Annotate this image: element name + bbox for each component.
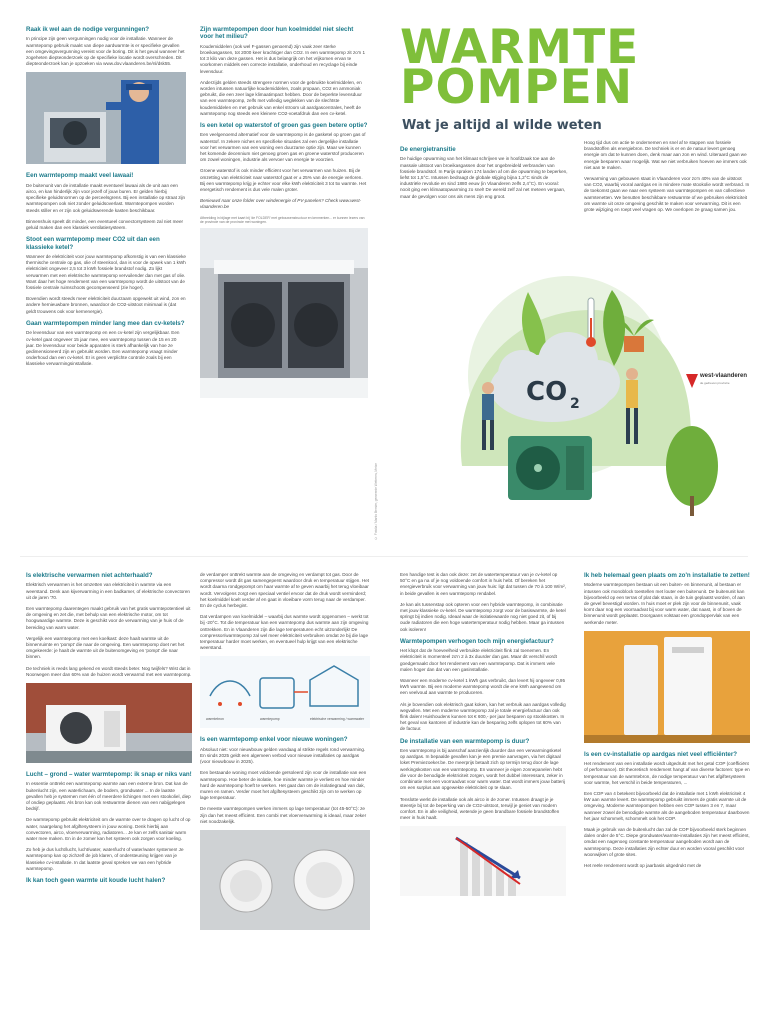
diagram-label: warmtebron [206, 717, 224, 722]
paragraph: In essentie onttrekt een warmtepomp warmte aan een externe bron. Dat kan de buitenlucht zijn, een waterlichaam, de bodem, grondwater ... In de laatste gevallen heb je systemen met één of meerdere lichingen met een stookoliel, diep of ondiep geplaatst. Als bron kan ook restwarmte dienen van een nabijgelegen bedrijf. [26, 781, 191, 812]
heatpump-diagram [200, 656, 370, 728]
logo-west-vlaanderen [686, 372, 750, 394]
thermometer-icon [586, 298, 596, 347]
paragraph: Hoog tijd dus om actie te ondernemen en snel af te stappen van fossiele brandstoffen als energiebron. De techniek is er en de natuur levert genoeg energie om dat te kunnen doen, denk maar aan zon en wind. Uiteraard gaan we energie besparen waar mogelijk. Wat we niet verbruiken hoeven we immers ook niet aan te maken. [584, 140, 747, 170]
photo-outdoor-unit [26, 683, 192, 763]
photo-heatpump-snow [200, 228, 368, 398]
paragraph: Tenslotte werkt de installatie ook als airco in de zomer. Intussen draagt je je steentje bij tot de beperking van de CO2-uitstoot, terwijl je geniet van modern comfort. En in alle veiligheid, wetende je geen brandbare fossiele brandstoffen meer in huis haalt. [400, 796, 560, 821]
paragraph: De levensduur van een warmtepomp en een cv-ketel zijn vergelijkbaar. Een cv-ketel gaat ongeveer 15 jaar mee, een warmtepomp tussen de 15 en 20 jaar. De levensduur voor beide apparaten is sterk afhankelijk van hoe ze gedimensioneerd zijn en gebruikt worden. Een warmtepomp vraagt minder onderhoud dan een cv-ketel. Er is geen verplichte controle zoals bij een klassieke verwarmingsinstallatie. [26, 330, 180, 367]
heat-pump-unit-icon [508, 436, 592, 500]
paragraph: Vergelijk een warmtepomp met een koelkast: deze haalt warmte uit de binnenruimte en 'pompt' die naar de omgeving. Een warmtepomp doet net het omgekeerde: je haalt de warmte uit de buitenomgeving en 'pompt' die naar binnen. [26, 635, 185, 660]
photo-declining-chart [400, 826, 566, 896]
heading-geen-plaats: Ik heb helemaal geen plaats om zo'n installatie te zetten! [584, 572, 750, 579]
paragraph: Moderne warmtepompen bestaan uit een buiten- en binnenunit, al bestaan er intussen ook monoblock toestellen met louter een buitenunit. De buitenunit kan bijvoorbeeld op een terras of plat dak staan, in de tuin geplaatst worden, of aan de gevel bevestigd worden. In huis moet er plek zijn voor de binnenunit, vaak komt daar nog een voorraadvat bij voor warm water, dat naast, in of boven de binnenunit wordt geplaatst. Doorgaans volstaat een grondoppervlak van een werkende meter. [584, 582, 745, 625]
paragraph: Als je bovendien ook elektrisch gaat koken, kan het verbruik aan aardgas volledig wegvallen. Met een moderne warmtepomp zal je totale energiefactuur dan ook flink dalen! Huishoudens kunnen tot € 600,- per jaar besparen op stookkosten. In het geval van kantoren of industrie kan de besparing zelfs oplopen tot 60% van de factuur. [400, 701, 566, 732]
photo-installer [26, 72, 186, 164]
paragraph: Zo heb je dus lucht/lucht, lucht/water, water/lucht of water/water systemen! Je warmtepomp kan op zichzelf de job klaren, of ondersteuning krijgen van je klassieke cv-installatie. In dat laatste geval spreken we van een hybride warmtepomp. [26, 847, 184, 871]
paragraph: Het rendement van een installatie wordt uitgedrukt met het getal COP (coëfficiënt of performance). Dit theoretisch rendement hangt af van diverse factoren: type en temperatuur van de warmtebron, de nodige temperatuur van het afgiftesysteem voor warmte, het verschil in beide temperaturen, ... [584, 761, 750, 785]
paragraph: Elektrisch verwarmen is het omzetten van elektriciteit in warmte via een weerstand. Denk aan kijverwarming in een badkamer, of elektrische convectoren uit de jaren '70. [26, 582, 190, 600]
paragraph: De buitenunit van de installatie maakt eventueel lawaai als de unit aan een airco, en kan hinderlijk zijn voor jezelf of jouw buren. Er gelden hierbij specifieke geluidsnormen op de perceelsgrens. Bij een installatie op straat zijn warmtepompen ook niet zonder geluidsoverlast. Warmtepompen worden steeds stiller en er zijn ook geluidswerende kasten beschikbaar. [26, 182, 186, 213]
logo-tagline: de gedreven provincie [700, 381, 730, 385]
heading-cv-efficienter: Is een cv-installatie op aardgas niet veel efficiënter? [584, 750, 738, 758]
subtitle: Wat je altijd al wilde weten [402, 118, 602, 133]
footnote: Afbeelding in bijlage met kaart bij 'de FOLDER' met gebouwenstructuur en kenmerken... er kunnen lezers van de provincie van de provincie met woningen. [200, 215, 365, 225]
paragraph: Dat verdampen van koelmiddel – waarbij dus warmte wordt opgenomen – werkt tot bij -20°C. Tot die temperatuur kan een warmtepomp dus warmte aan zijn omgeving onttrekken. En in Vlaanderen zijn die lage temperaturen echt uitzonderlijk! De compressor/warmtepomp zal wel meer elektriciteit verbruiken omdat ze bij die lage temperatuur harder moet werken, en eventueel hulp krijgt van een elektrische weerstand. [200, 614, 369, 651]
logo-name: west-vlaanderen [700, 373, 748, 379]
paragraph: Een veelgenoemd alternatief voor de warmtepomp is de gasketel op groen gas of waterstof. In zekere niches en specifieke situaties zal een dergelijke installatie voor het verwarmen van een woning een duurzame optie zijn. Maar we kunnen het komende decennium niet genoeg groen gas en groene waterstof produceren om zowel woningen, industrie als vervoer van energie te voorzien. [200, 132, 366, 163]
heatpump-diagram-illustration [200, 656, 370, 728]
heading-lawaai: Een warmtepomp maakt veel lawaai! [26, 172, 134, 180]
paragraph: De techniek is reeds lang gekend en wordt steeds beter. Nog twijfels? Wist dat in Noorwegen meer dan 60% van de huizen wordt verwarmd met een warmtepomp. [26, 665, 192, 677]
photo-outdoor-unit-illustration [26, 683, 192, 763]
photo-installer-illustration [26, 72, 186, 164]
paragraph: Een bestaande woning moet voldoende geïsoleerd zijn voor de installatie van een warmtepomp. Hoe beter de isolatie, hoe minder warmte je verliest en hoe minder hard de warmtepomp hoeft te werken. Het gaat dan om de isolatiegraad van dak, muren en ramen. Verder moet het afgiftesysteem geschikt zijn om te werken op lage temperatuur. [200, 770, 367, 801]
paragraph: Het reële rendement wordt op jaarbasis uitgedrukt met de [584, 863, 702, 869]
paragraph: Koudemiddelen (ook wel F-gassen genoemd) zijn vaak zeer sterke broeikasgassen, tot 2000 keer krachtiger dan CO2. In een warmtepomp zit zo'n 1 tot 3 kilo van deze gassen. Het is dus belangrijk om het vrijkomen ervan te voorkomen middels een correcte installatie, onderhoud en recyclage bij einde levensduur. [200, 43, 366, 74]
heading-levensduur: Gaan warmtepompen minder lang mee dan cv-ketels? [26, 319, 185, 327]
paragraph: Een handige test is dan ook deze: zet de watertemperatuur van je cv-ketel op 50°C en ga na of je nog voldoende comfort in huis hebt. Of bereken het energieverbruik voor verwarming van jouw huis: ligt dat tussen de 70 à 100 W/m², in beide gevallen is een warmtepomp rendabel. [400, 572, 566, 596]
paragraph: Verwarming van gebouwen staat in Vlaanderen voor zo'n 40% van de uitstoot van CO2, waarbij vooral aardgas en in mindere mate stookolie wordt verbrand. In de toekomst gaan we naar een systeem van warmtepompen en van collectieve warmtenetten. We benutten beschikbare restwarmte of we gebruiken elektriciteit om warmte uit onze omgeving geschikt te maken voor verwarming. Dit is een grote wijziging en roept veel vragen op. We overlopen ze graag samen jou. [584, 176, 750, 213]
paragraph: Maak je gebruik van de buitenlucht dan zal de COP bijvoorbeeld sterk beginnen dalen onder de 5°C. Diepe grondwater/warmte-installaties zijn het meest efficiënt, omdat een nagenoeg constante temperatuur aangeboden wordt aan de warmtepomp. Deze installaties zijn echter duur en worden vooral geschikt voor woonwijken of grote sites. [584, 827, 750, 857]
column-2 [200, 26, 368, 542]
paragraph: Binnenshuis speelt dit minder, een eventueel convectorsysteem zal niet meer geluid maken dan een klassiek ventilatiesysteem. [26, 218, 184, 231]
declining-arrow-illustration [400, 826, 566, 896]
paragraph: Anderzijds gelden steeds strengere normen voor de gebruikte koelmiddelen, en worden intussen natuurlijke koudemiddelen, zoals propaan, CO2 en ammoniak gebruikt, die een zeer lage klimaatimpact hebben. Door de beperkte levensduur van een warmtepomp, zelfs met volledig weglekken van de slechtste koudemiddelen en met gebruik van enkel stroom uit aardgascentrales, heeft de warmtepomp nog steeds een kleinere CO2-voetafdruk dan een cv-ketel. [200, 79, 362, 116]
photo-thermostat-valves [200, 830, 370, 930]
logo-mark-icon [686, 374, 698, 388]
energy-illustration [392, 270, 748, 520]
paragraph: Wanneer de elektriciteit voor jouw warmtepomp afkomstig is van een klassieke thermische centrale op gas, olie of steenkool, dan is voor de opwek van 1 kWh elektriciteit ongeveer 2,5 tot 3 kWh fossiele brandstof nodig. Zo lijkt verwarmen met een elektrische warmtepomp vervuilender dan met gas of olie. Want daar het hoge rendement van een warmtepomp wordt de uitstoot van de fossiele centrale ruimschoots gecompenseerd (zie hoger). [26, 254, 186, 291]
heading-co2-uitstoot: Stoot een warmtepomp meer CO2 uit dan een klassieke ketel? [26, 236, 160, 251]
co2-text: CO [526, 377, 568, 407]
divider [20, 556, 748, 557]
column-3 [400, 146, 568, 266]
paragraph: Bovendien wordt steeds meer elektriciteit duurzaam opgewekt uit wind, zon en andere hernieuwbare bronnen, waardoor de CO2-uitstoot minimaal is (dat geldt trouwens ook voor kernenergie). [26, 296, 186, 314]
title-line-2: POMPEN [400, 60, 634, 115]
column-6 [200, 572, 370, 1024]
column-1 [26, 26, 186, 548]
paragraph: Je kan als tussenstap ook opteren voor een hybride warmtepomp, in combinatie met jouw klassieke cv-ketel. De warmtepomp zorgt voor de basiswarmte, de ketel springt bij indien nodig. Ideaal waar de isolatiewaarde nog niet goed zit, of bij oude radiatoren die een hoge watertemperatuur nodig hebben. Maar ga intussen ook isoleren! [400, 601, 566, 632]
photo-heatpump-snow-illustration [200, 228, 368, 398]
heading-energiefactuur: Warmtepompen verhogen toch mijn energiefactuur? [400, 637, 554, 645]
diagram-label: elektrische verwarming / warmwater [310, 717, 365, 722]
tree-icon [666, 426, 718, 516]
paragraph: Een COP van 4 betekent bijvoorbeeld dat de installatie met 1 kWh elektriciteit 4 kW aan warmte levert. De warmtepomp gebruikt immers de gratis warmte uit de omgeving. Moderne warmtepompen hebben een COP tussen 3 en 7, maar wanneer zowel de benodigde warmte als de aangeboden temperatuur daarboven het jaar schommelt, schommelt ook het COP. [584, 791, 750, 821]
photo-thermostat-valves-illustration [200, 830, 370, 930]
column-7 [400, 572, 566, 1024]
paragraph: Groene waterstof is ook minder efficiënt voor het verwarmen van huizen. Bij de omzetting van elektriciteit naar waterstof gaat er ± 25% van de energie verloren. Bij een warmtepomp krijg je echter voor elke kWh elektriciteit 3 tot 5x warmte. Het energetisch rendement is dus vele malen groter. [200, 168, 367, 193]
paragraph: De huidige opwarming van het klimaat schrijven we in hoofdzaak toe aan de massale uitstoot van broeikasgassen door het ongebreideld verbranden van fossiele brandstof. In Parijs spraken 174 landen af om die opwarming te beperken, liefst tot 1,5°C. Intussen bedraagt de globale stijging bijna 1,2°C sinds de industriële revolutie en sind 1880 eeuw (in Vlaanderen zelfs 2,4°C). En vooral: nooit ging een klimaatopwarming zo snel! De wereld zelf zal net meteen vergaan, maar de gevolgen voor ons als mens zijn eng groot. [400, 156, 568, 199]
column-8 [584, 572, 750, 1024]
heading-lucht-grond-water: Lucht – grond – water warmtepomp: ik snap er niks van! [26, 771, 192, 779]
paragraph: Een warmtepomp daarentegen maakt gebruik van het gratis warmtepotentieel uit de omgeving en zet die, met behulp van een elektrische motor, om tot hoogwaardige warmte. Deze is geschikt voor de verwarming van je huis of de bereiding van warm water. [26, 606, 191, 630]
heading-koelmiddel: Zijn warmtepompen door hun koelmiddel niet slecht voor het milieu? [200, 26, 354, 41]
heading-nieuwe-woningen: Is een warmtepomp enkel voor nieuwe woningen? [200, 736, 348, 744]
heading-installatie-duur: De installatie van een warmtepomp is duur? [400, 737, 530, 745]
column-4 [584, 140, 750, 280]
photo-credit: © Fotolia / Martin Bernier, gemeente Wetteren, Meise [374, 463, 378, 540]
heading-vergunningen: Raak ik wel aan de nodige vergunningen? [26, 26, 150, 33]
diagram-label: warmtepomp [260, 717, 280, 722]
heading-elektrisch-verwarmen: Is elektrische verwarmen niet achterhaald? [26, 572, 153, 579]
title-line-1: WARMTE [400, 20, 640, 75]
paragraph: Het klopt dat de hoeveelheid verbruikte elektriciteit flink zal toenemen. En elektriciteit is momenteel zo'n 2 à 3x duurder dan gas. Maar dit verschil wordt goedgemaakt door het rendement van een warmtepomp. Dat is immers vele malen hoger dan dat van een gasinstallatie. [400, 648, 557, 672]
paragraph: De meeste warmtepompen werken immers op lage temperatuur (tot 45-50°C): ze zijn dan het meest efficiënt. Een combi met vloerverwarming is ideaal, maar zeker niet noodzakelijk. [200, 806, 367, 824]
paragraph: De warmtepomp gebruikt elektriciteit om de warmte over te dragen op lucht of op water, naargelang het afgiftesysteem in jouw woning. Denk hierbij aan convectoren, airco, vloerverwarming, radiatoren... Je kan er zelfs sanitair warm water mee maken. En in de zomer kan het systeem ook zorgen voor koeling. [26, 817, 191, 842]
photo-indoor-unit-illustration [584, 631, 750, 743]
paragraph: de verdamper onttrekt warmte aan de omgeving en verdampt tot gas. Door de compressor wordt dit gas samengeperst waardoor druk en temperatuur stijgen. Het wordt daarna rondgepompt om haar warmte af te geven waarbij het terug vloeibaar wordt. Vervolgens zorgt een speciaal ventiel ervoor dat de druk wordt verminderd; het koelmiddel koelt verder af en gaat in vloeibare vorm terug naar de verdamper. En de cyclus herbegint. [200, 572, 370, 609]
co2-subscript: 2 [570, 396, 580, 412]
paragraph: Een warmtepomp is bij aanschaf aanzienlijk duurder dan een verwarmingsketel op aardgas. In bepaalde gevallen kan je een premie aanvragen, via het digitaal loket Premiezoeker.be. De meerprijs betaalt zich op termijn terug door de lage werkingskosten van een warmtepomp. En wanneer je eigen zonnepanelen hebt die voor de benodigde elektriciteit zorgen, wordt het dubbel interessant, zeker in combinatie met een voorraadvat voor warm water. Dat wordt immers jouw batterij om een surplus aan opgewekte elektriciteit op te slaan. [400, 748, 565, 791]
heading-waterstof: Is een ketel op waterstof of groen gas geen betere optie? [200, 122, 368, 130]
heading-energietransitie: De energietransitie [400, 146, 456, 153]
paragraph: In principe zijn geen vergunningen nodig voor de installatie. Wanneer de warmtepomp gebruik maakt van diepe aardwarmte is er specifieke gevallen een omgevingsvergunning vereist voor de boring. Dit is het geval wanneer het zogeheten diepteonderzoek op de specifieke locatie wordt overschreden. Dit diepteonderzoek kan je opzoeken via www.dov.vlaanderen.be/nl/dsk55. [26, 36, 185, 67]
column-5 [26, 572, 192, 1024]
heading-koude-lucht: Ik kan toch geen warmte uit koude lucht halen? [26, 877, 166, 885]
folder-reference: Benieuwd naar onze folder over windenergie of PV-panelen? Check www.west-vlaanderen.be [200, 198, 362, 210]
photo-indoor-unit [584, 631, 750, 743]
paragraph: Wanneer een moderne cv-ketel 1 kWh gas verbruikt, dan levert hij ongeveer 0,95 kWh warmte. Bij een moderne warmtepomp wordt die ene kWh aangewend om een veelvoud aan warmte te produceren. [400, 678, 566, 696]
paragraph: Absoluut niet: voor nieuwbouw gelden vandaag al strikte regels rond verwarming. En sinds 2025 geldt een algemeen verbod voor nieuwe installaties op aardgas (voor nieuwbouw in 2025). [200, 746, 366, 765]
